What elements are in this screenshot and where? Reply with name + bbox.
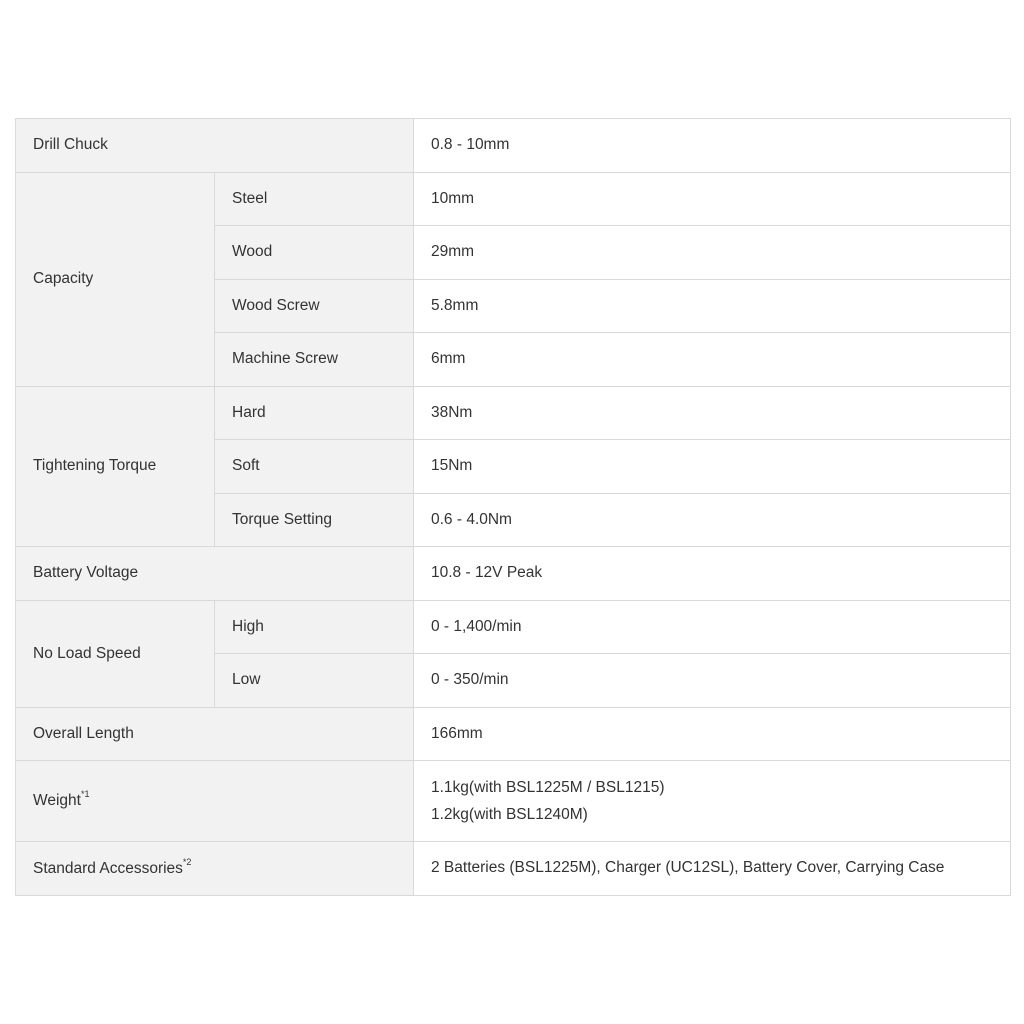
capacity-wood-screw-label: Wood Screw — [215, 279, 414, 333]
table-row — [16, 761, 1011, 842]
weight-footnote-mark: *1 — [80, 789, 90, 800]
table-row — [16, 547, 1011, 601]
capacity-steel-value: 10mm — [414, 172, 1011, 226]
spec-table-container — [15, 118, 1010, 896]
torque-hard-label: Hard — [215, 386, 414, 440]
weight-value-cell — [414, 761, 1011, 842]
no-load-speed-low-value: 0 - 350/min — [414, 654, 1011, 708]
battery-voltage-value: 10.8 - 12V Peak — [414, 547, 1011, 601]
weight-label: Weight — [33, 792, 81, 810]
torque-label: Tightening Torque — [16, 386, 215, 547]
torque-hard-value: 38Nm — [414, 386, 1011, 440]
torque-setting-label: Torque Setting — [215, 493, 414, 547]
table-row — [16, 842, 1011, 896]
capacity-machine-screw-value: 6mm — [414, 333, 1011, 387]
torque-soft-value: 15Nm — [414, 440, 1011, 494]
spec-table — [15, 118, 1011, 896]
no-load-speed-high-value: 0 - 1,400/min — [414, 600, 1011, 654]
capacity-label: Capacity — [16, 172, 215, 386]
table-row — [16, 600, 1011, 654]
no-load-speed-high-label: High — [215, 600, 414, 654]
weight-label-cell — [16, 761, 414, 842]
table-row — [16, 386, 1011, 440]
accessories-footnote-mark: *2 — [182, 856, 192, 867]
table-row — [16, 707, 1011, 761]
capacity-wood-screw-value: 5.8mm — [414, 279, 1011, 333]
drill-chuck-label: Drill Chuck — [16, 119, 414, 173]
table-row — [16, 119, 1011, 173]
no-load-speed-label: No Load Speed — [16, 600, 215, 707]
weight-value-line-2: 1.2kg(with BSL1240M) — [431, 806, 588, 823]
weight-value-line-1: 1.1kg(with BSL1225M / BSL1215) — [431, 779, 665, 796]
capacity-steel-label: Steel — [215, 172, 414, 226]
accessories-label: Standard Accessories — [33, 859, 183, 877]
torque-setting-value: 0.6 - 4.0Nm — [414, 493, 1011, 547]
overall-length-value: 166mm — [414, 707, 1011, 761]
no-load-speed-low-label: Low — [215, 654, 414, 708]
accessories-label-cell — [16, 842, 414, 896]
table-row — [16, 172, 1011, 226]
torque-soft-label: Soft — [215, 440, 414, 494]
capacity-wood-label: Wood — [215, 226, 414, 280]
battery-voltage-label: Battery Voltage — [16, 547, 414, 601]
capacity-wood-value: 29mm — [414, 226, 1011, 280]
overall-length-label: Overall Length — [16, 707, 414, 761]
capacity-machine-screw-label: Machine Screw — [215, 333, 414, 387]
drill-chuck-value: 0.8 - 10mm — [414, 119, 1011, 173]
accessories-value: 2 Batteries (BSL1225M), Charger (UC12SL), Battery Cover, Carrying Case — [414, 842, 1011, 896]
